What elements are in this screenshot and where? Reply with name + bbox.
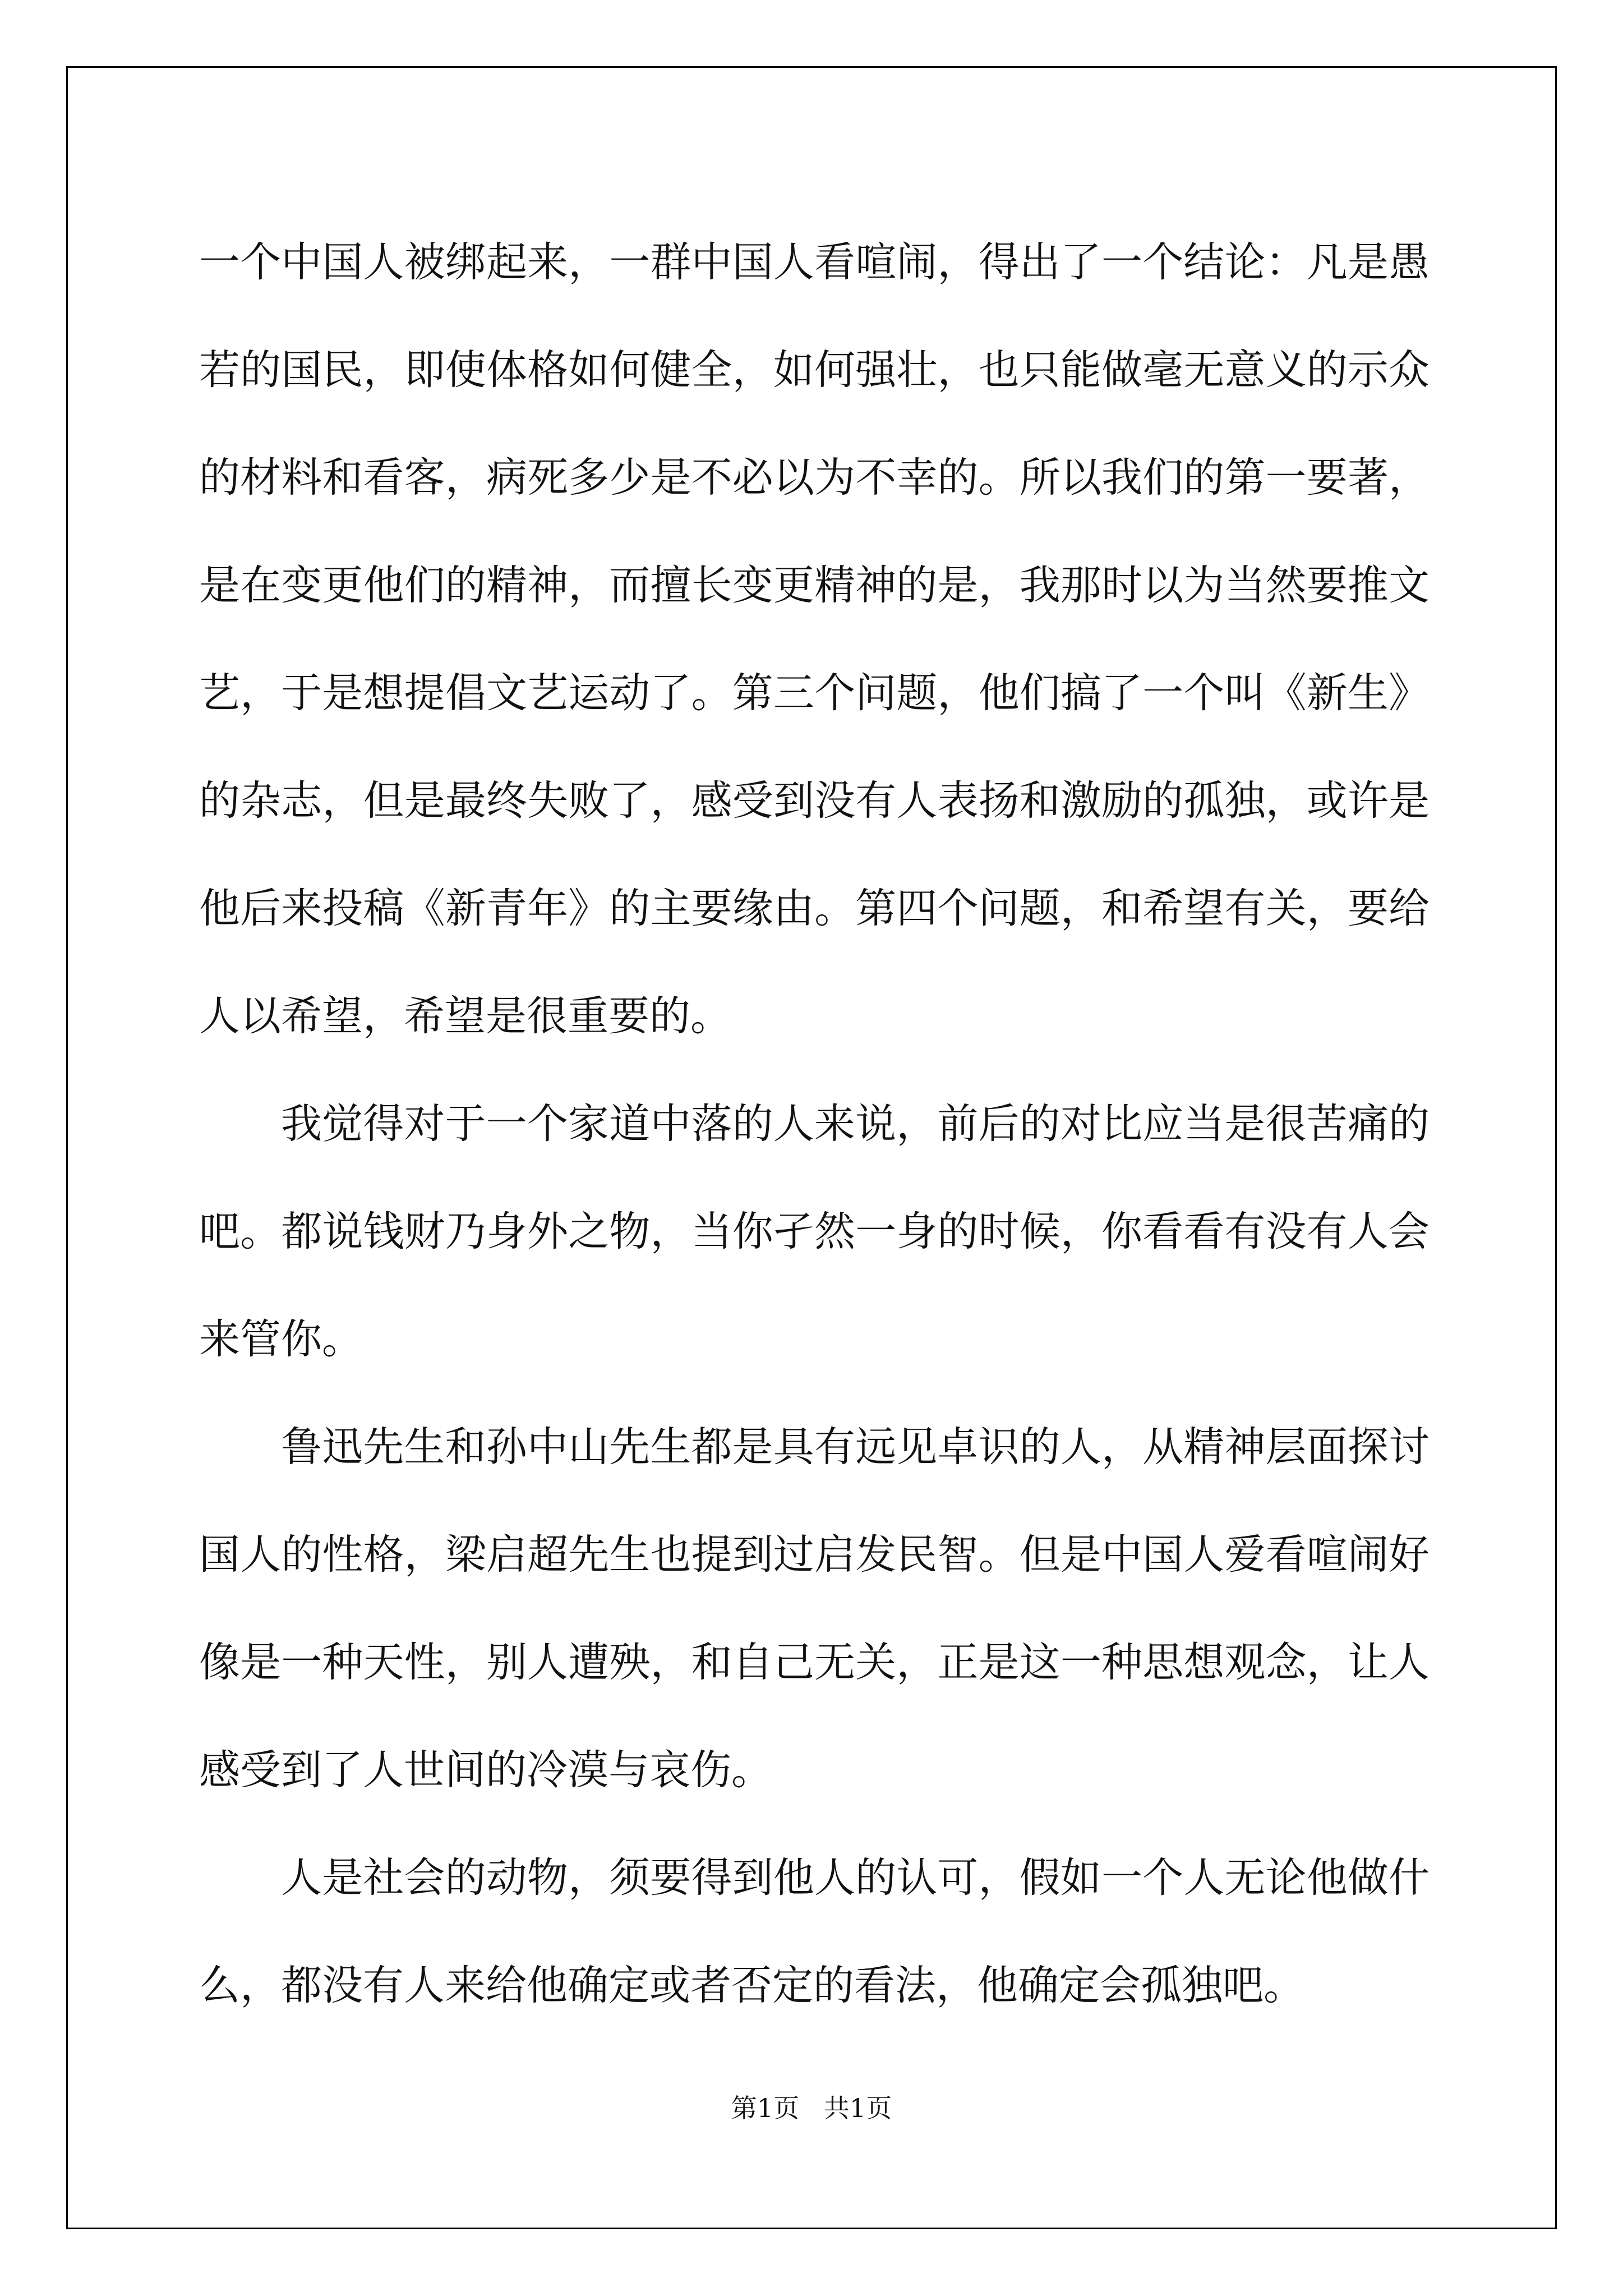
document-body bbox=[199, 209, 1430, 2040]
paragraph-2: 我觉得对于一个家道中落的人来说，前后的对比应当是很苦痛的吧。都说钱财乃身外之物，当你孑然一身的时候，你看看有没有人会来管你。 bbox=[199, 1100, 1430, 1363]
page-number-footer: 第1页 共1页 bbox=[731, 2093, 892, 2123]
paragraph-3: 鲁迅先生和孙中山先生都是具有远见卓识的人，从精神层面探讨国人的性格，梁启超先生也提到过启发民智。但是中国人爱看喧闹好像是一种天性，别人遭殃，和自己无关，正是这一种思想观念，让人感受到了人世间的冷漠与哀伤。 bbox=[199, 1423, 1430, 1794]
paragraph-1: 一个中国人被绑起来，一群中国人看喧闹，得出了一个结论：凡是愚若的国民，即使体格如何健全，如何强壮，也只能做毫无意义的示众的材料和看客，病死多少是不必以为不幸的。所以我们的第一要著，是在变更他们的精神，而擅长变更精神的是，我那时以为当然要推文艺，于是想提倡文艺运动了。第三个问题，他们搞了一个叫《新生》的杂志，但是最终失败了，感受到没有人表扬和激励的孤独，或许是他后来投稿《新青年》的主要缘由。第四个问题，和希望有关，要给人以希望，希望是很重要的。 bbox=[199, 238, 1430, 1040]
paragraph-4: 人是社会的动物，须要得到他人的认可，假如一个人无论他做什么，都没有人来给他确定或者否定的看法，他确定会孤独吧。 bbox=[199, 1854, 1430, 2009]
